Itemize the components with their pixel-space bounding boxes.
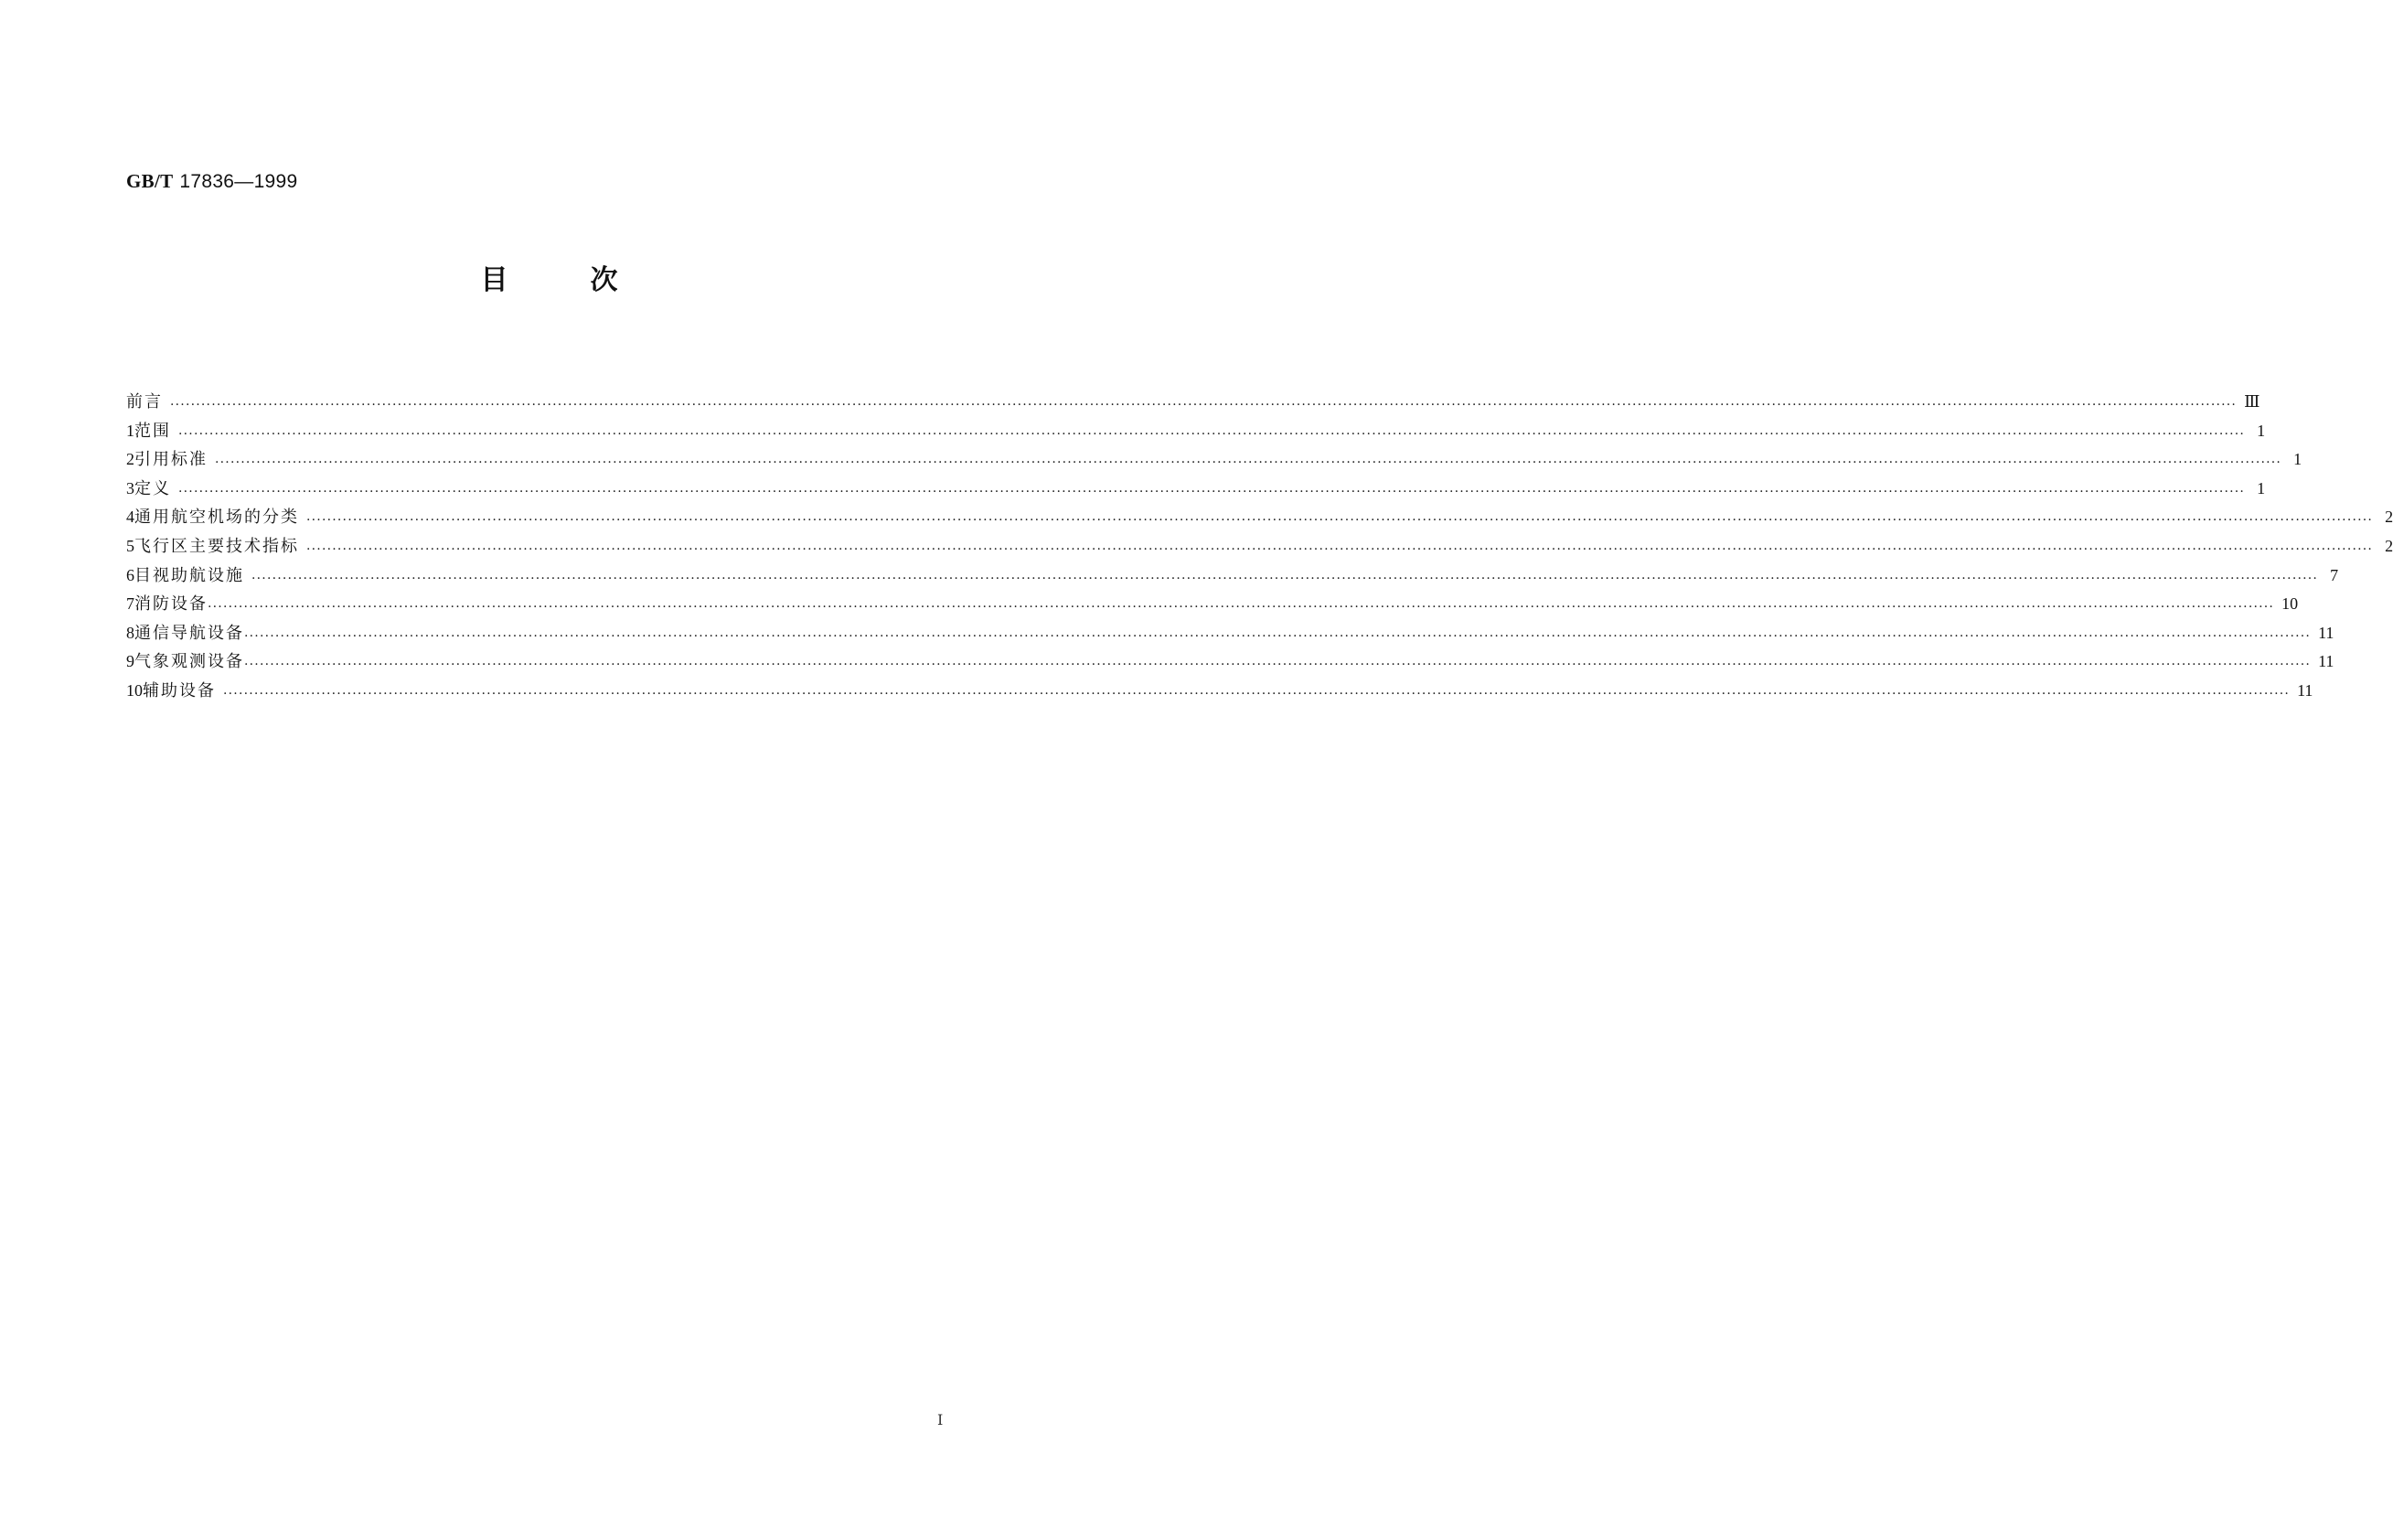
toc-entry-label: 飞行区主要技术指标 — [134, 536, 299, 556]
toc-entry-number: 10 — [126, 680, 143, 700]
toc-entry-number: 3 — [126, 478, 134, 497]
toc-entry-label: 气象观测设备 — [134, 652, 244, 672]
toc-entry-10[interactable] — [126, 678, 2313, 707]
standard-number: 17836—1999 — [179, 171, 298, 192]
toc-entry-7[interactable] — [126, 591, 2299, 620]
toc-entry-number: 7 — [126, 594, 134, 614]
toc-entry-number: 6 — [126, 565, 134, 584]
toc-entry-label: 范围 — [134, 421, 171, 441]
toc-leader-dots: ................................................................................................................................................................................................................................................................................................................................................................................................................ — [208, 596, 2275, 612]
toc-entry-label: 目视助航设施 — [134, 565, 244, 585]
page-number: Ⅰ — [937, 1413, 944, 1428]
toc-entry-number: 8 — [126, 623, 134, 642]
toc-entry-label: 定义 — [134, 478, 171, 498]
toc-entry-foreword[interactable] — [126, 389, 2260, 418]
toc-entry-page: 11 — [2318, 652, 2334, 671]
toc-entry-number: 2 — [126, 450, 134, 469]
toc-entry-page: 11 — [2297, 680, 2313, 700]
toc-entry-label: 引用标准 — [134, 450, 208, 470]
toc-entry-label: 前言 — [126, 392, 163, 412]
toc-leader-dots: ................................................................................................................................................................................................................................................................................................................................................................................................................ — [244, 625, 2312, 640]
standard-prefix: GB/T — [126, 170, 174, 192]
toc-entry-1[interactable] — [126, 418, 2266, 447]
toc-entry-9[interactable] — [126, 648, 2334, 678]
toc-entry-label: 辅助设备 — [143, 680, 216, 700]
toc-leader-dots: ................................................................................................................................................................................................................................................................................................................................................................................................................ — [215, 452, 2282, 467]
toc-leader-dots: ................................................................................................................................................................................................................................................................................................................................................................................................................ — [178, 422, 2246, 438]
table-of-contents — [126, 389, 2393, 707]
toc-entry-3[interactable] — [126, 476, 2266, 505]
toc-entry-label: 通信导航设备 — [134, 623, 244, 643]
toc-leader-dots: ................................................................................................................................................................................................................................................................................................................................................................................................................ — [306, 538, 2374, 553]
toc-entry-page: 7 — [2330, 565, 2339, 584]
toc-entry-page: 10 — [2281, 594, 2299, 614]
toc-entry-label: 通用航空机场的分类 — [134, 508, 299, 528]
toc-entry-number: 5 — [126, 536, 134, 555]
page-title: 目次 — [480, 264, 700, 296]
toc-entry-page: 1 — [2257, 421, 2266, 440]
toc-entry-2[interactable] — [126, 446, 2302, 476]
toc-leader-dots: ................................................................................................................................................................................................................................................................................................................................................................................................................ — [306, 509, 2374, 525]
toc-entry-page: Ⅲ — [2244, 392, 2260, 411]
toc-leader-dots: ................................................................................................................................................................................................................................................................................................................................................................................................................ — [223, 682, 2291, 698]
toc-leader-dots: ................................................................................................................................................................................................................................................................................................................................................................................................................ — [170, 394, 2238, 409]
toc-entry-8[interactable] — [126, 620, 2334, 649]
toc-entry-number: 1 — [126, 421, 134, 440]
toc-leader-dots: ................................................................................................................................................................................................................................................................................................................................................................................................................ — [244, 654, 2312, 669]
toc-leader-dots: ................................................................................................................................................................................................................................................................................................................................................................................................................ — [178, 480, 2246, 496]
toc-entry-page: 2 — [2385, 536, 2393, 555]
toc-entry-number: 9 — [126, 652, 134, 671]
toc-entry-4[interactable] — [126, 504, 2393, 533]
toc-entry-page: 1 — [2257, 478, 2266, 497]
toc-leader-dots: ................................................................................................................................................................................................................................................................................................................................................................................................................ — [251, 567, 2319, 583]
toc-entry-page: 11 — [2318, 623, 2334, 642]
toc-entry-5[interactable] — [126, 533, 2393, 562]
toc-entry-6[interactable] — [126, 562, 2339, 592]
toc-entry-label: 消防设备 — [134, 594, 208, 615]
toc-entry-number: 4 — [126, 508, 134, 527]
toc-entry-page: 1 — [2293, 450, 2302, 469]
toc-entry-page: 2 — [2385, 508, 2393, 527]
standard-code — [126, 170, 298, 193]
